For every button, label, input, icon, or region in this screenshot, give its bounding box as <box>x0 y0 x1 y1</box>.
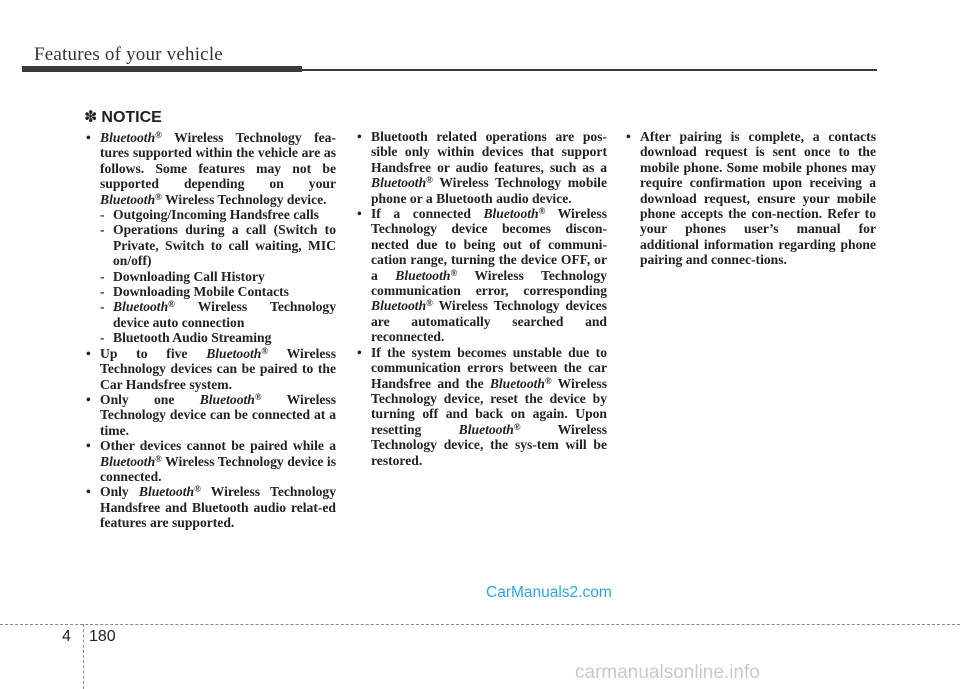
list-item: • Only Bluetooth® Wireless Technology Handsfree and Bluetooth audio relat-ed features are supported. <box>84 484 336 530</box>
list-item: • After pairing is complete, a contacts download request is sent once to the mobile phone. Some mobile phones may require confirmation upon receiving a download request, ensure your mobile phone accepts the con-nection. Refer to your phones user’s manual for additional information regarding phone pairing and connec-tions. <box>624 129 876 268</box>
list-item: • Only one Bluetooth® Wireless Technology device can be connected at a time. <box>84 392 336 438</box>
column-2 <box>355 129 607 468</box>
list-item: • Bluetooth related operations are pos-sible only within devices that support Handsfree or audio features, such as a Bluetooth® Wireless Technology mobile phone or a Bluetooth audio device. <box>355 129 607 206</box>
chapter-number: 4 <box>62 628 71 645</box>
bottom-watermark: carmanualsonline.info <box>575 662 760 683</box>
list-item: • Other devices cannot be paired while a Bluetooth® Wireless Technology device is connected. <box>84 438 336 484</box>
footer-divider <box>83 624 84 689</box>
bluetooth-brand: Bluetooth® <box>138 484 201 500</box>
watermark-link[interactable]: CarManuals2.com <box>486 584 612 601</box>
list-item: • If the system becomes unstable due to communication errors between the car Handsfree and the Bluetooth® Wireless Technology device, reset the device by turning off and back on again. Upon resetting Bluetooth® Wireless Technology device, the sys-tem will be restored. <box>355 345 607 468</box>
bluetooth-brand: Bluetooth® <box>395 267 458 283</box>
bluetooth-brand: Bluetooth® <box>113 299 175 315</box>
bluetooth-brand: Bluetooth® <box>100 191 162 207</box>
column-3 <box>624 129 876 268</box>
page-header-title: Features of your vehicle <box>34 44 223 65</box>
bluetooth-brand: Bluetooth® <box>483 206 546 222</box>
bluetooth-brand: Bluetooth® <box>199 391 262 407</box>
bluetooth-brand: Bluetooth® <box>100 130 162 145</box>
sub-item: - Bluetooth Audio Streaming <box>84 330 336 345</box>
bluetooth-brand: Bluetooth® <box>458 421 521 437</box>
sub-item: - Downloading Mobile Contacts <box>84 284 336 299</box>
list-item: • If a connected Bluetooth® Wireless Technology device becomes discon-nected due to being out of communi-cation range, turning the device OFF, or a Bluetooth® Wireless Technology communication error, corresponding Bluetooth® Wireless Technology devices are automatically searched and reconnected. <box>355 206 607 345</box>
notice-heading <box>84 108 336 128</box>
list-item: • Bluetooth® Wireless Technology fea-tures supported within the vehicle are as follows. Some features may not be supported depending on your Bluetooth® Wireless Technology device. <box>84 130 336 207</box>
footer-rule <box>0 624 960 625</box>
bluetooth-brand: Bluetooth® <box>489 375 552 391</box>
sub-item: - Outgoing/Incoming Handsfree calls <box>84 207 336 222</box>
header-rule <box>22 69 877 71</box>
sub-item: - Operations during a call (Switch to Private, Switch to call waiting, MIC on/off) <box>84 222 336 268</box>
bluetooth-brand: Bluetooth® <box>371 175 433 191</box>
notice-star-icon: ✽ <box>84 109 98 126</box>
list-item: • Up to five Bluetooth® Wireless Technology devices can be paired to the Car Handsfree system. <box>84 346 336 392</box>
bluetooth-brand: Bluetooth® <box>371 298 433 314</box>
sub-item: - Bluetooth® Wireless Technology device auto connection <box>84 299 336 330</box>
column-1 <box>84 108 336 531</box>
notice-title: NOTICE <box>101 109 162 126</box>
bluetooth-brand: Bluetooth® <box>100 453 162 469</box>
sub-item: - Downloading Call History <box>84 269 336 284</box>
page-number: 180 <box>89 628 116 645</box>
bluetooth-brand: Bluetooth® <box>206 345 269 361</box>
